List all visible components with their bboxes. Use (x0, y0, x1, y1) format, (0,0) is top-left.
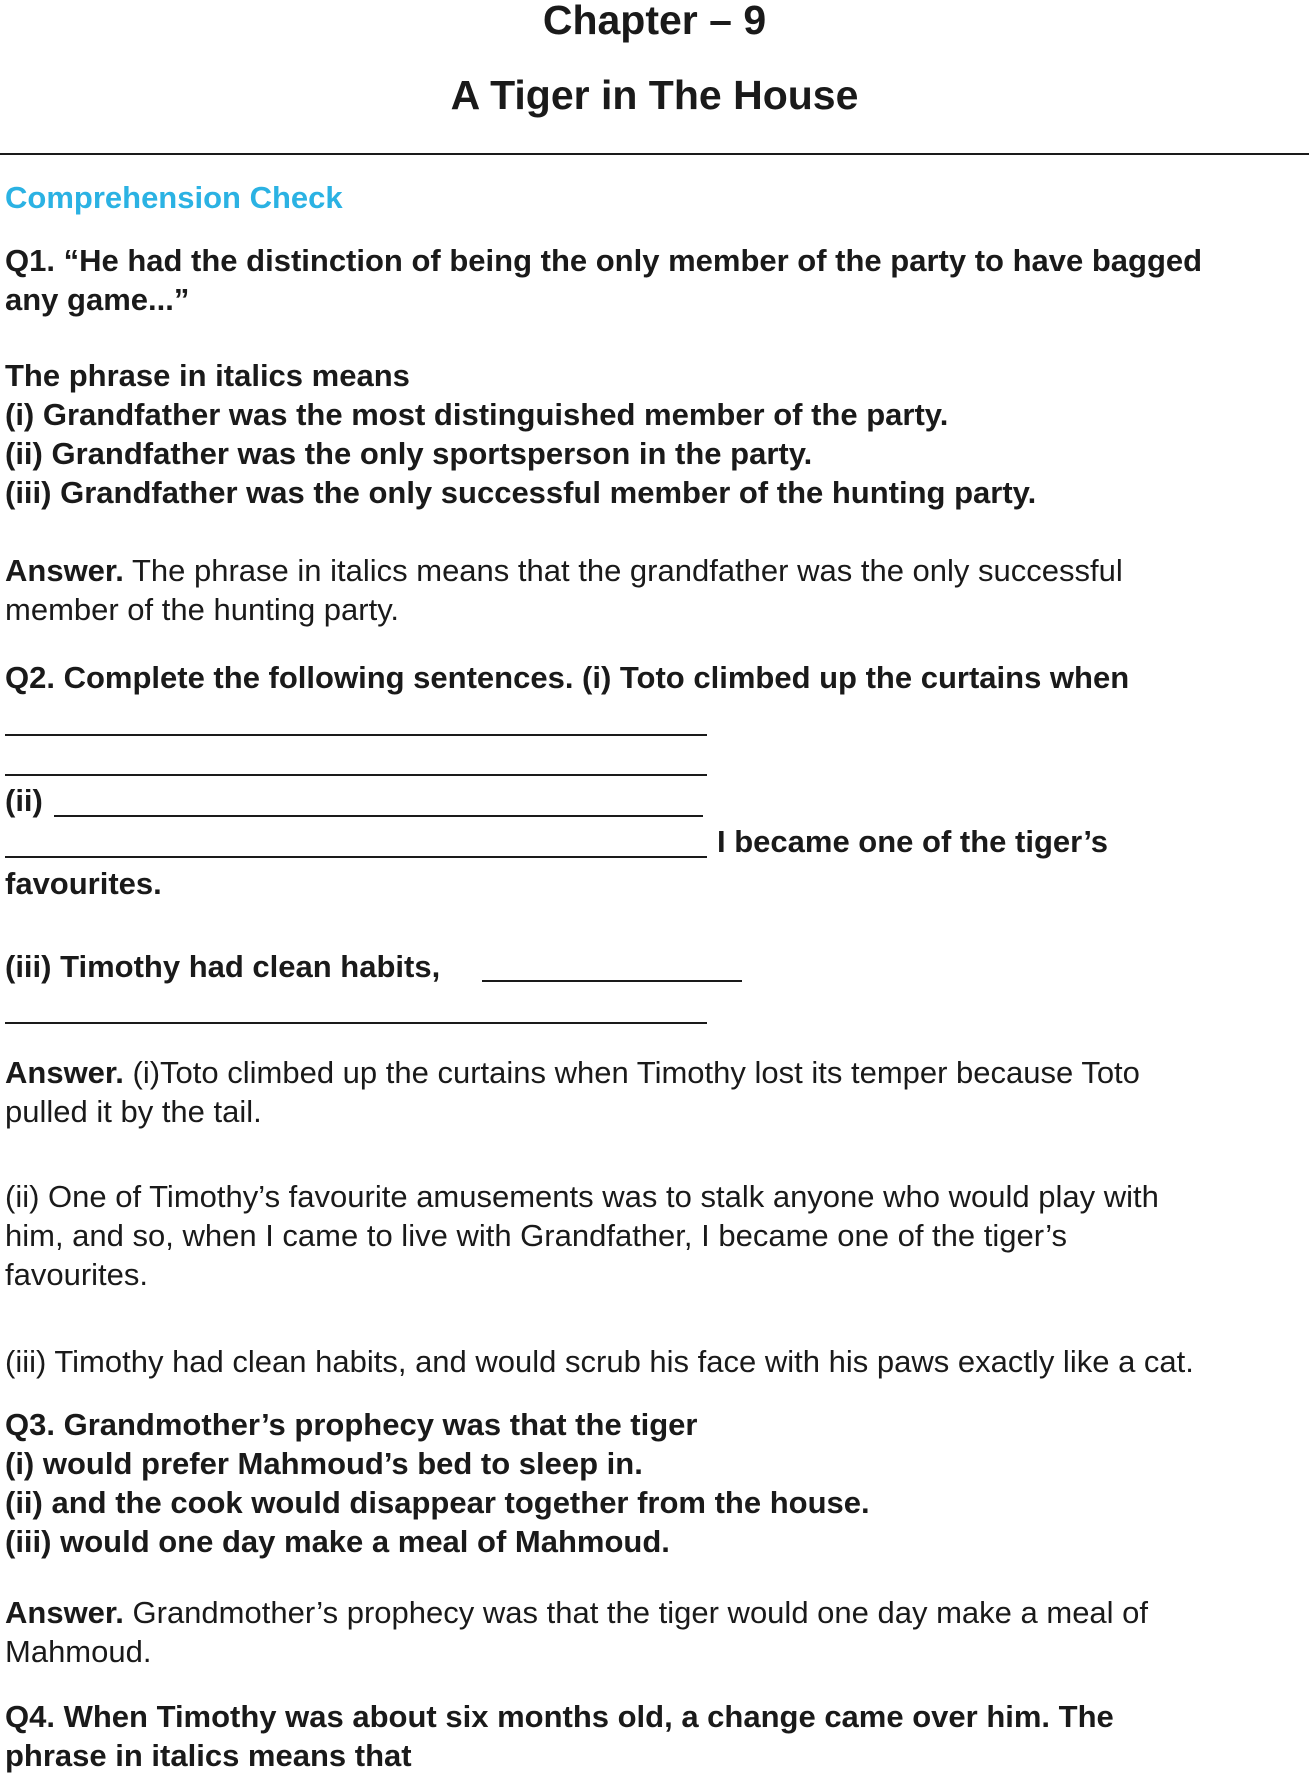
q3-option-1: (i) would prefer Mahmoud’s bed to sleep in. (5, 1446, 643, 1481)
q2-answer2-line3: favourites. (5, 1257, 149, 1292)
q1-option-3: (iii) Grandfather was the only successful member of the hunting party. (5, 475, 1037, 510)
q2-answer-label: Answer. (5, 1055, 124, 1090)
q1-answer-line2: member of the hunting party. (5, 592, 400, 627)
q2-answer-1 (5, 1053, 1295, 1131)
q1-answer (5, 551, 1295, 629)
q3-option-2: (ii) and the cook would disappear together from the house. (5, 1485, 870, 1520)
q4-question-line1: Q4. When Timothy was about six months old, a change came over him. The (5, 1699, 1114, 1734)
q1-option-2: (ii) Grandfather was the only sportsperson in the party. (5, 436, 813, 471)
q2-part3-label: (iii) Timothy had clean habits, (5, 949, 441, 984)
q4-question-line2: phrase in italics means that (5, 1738, 412, 1773)
q1-option-1: (i) Grandfather was the most distinguished member of the party. (5, 397, 949, 432)
q3-answer-line2: Mahmoud. (5, 1634, 152, 1669)
q2-blank-3b (5, 1022, 707, 1024)
q3-question (5, 1405, 1295, 1561)
q2-blank-1b (5, 774, 707, 776)
q2-blank-2a (54, 815, 703, 817)
section-heading: Comprehension Check (5, 180, 343, 215)
q2-answer1-line2: pulled it by the tail. (5, 1094, 262, 1129)
q2-answer2-line1: (ii) One of Timothy’s favourite amusements was to stalk anyone who would play with (5, 1179, 1159, 1214)
q2-part2-label: (ii) (5, 783, 43, 818)
q2-blank-1a (5, 734, 707, 736)
q2-answer-3: (iii) Timothy had clean habits, and would scrub his face with his paws exactly like a cat. (5, 1344, 1194, 1379)
q1-prompt: The phrase in italics means (5, 358, 410, 393)
q2-answer-2 (5, 1177, 1295, 1294)
q1-question-line1: Q1. “He had the distinction of being the only member of the party to have bagged (5, 243, 1203, 278)
q2-blank-2b (5, 856, 707, 858)
q2-part2-tail2: favourites. (5, 866, 162, 901)
q2-part2-tail: I became one of the tiger’s (717, 824, 1109, 859)
chapter-number: Chapter – 9 (542, 0, 767, 43)
q2-answer1-line1: (i)Toto climbed up the curtains when Timothy lost its temper because Toto (123, 1055, 1140, 1090)
q1-answer-line1: The phrase in italics means that the grandfather was the only successful (123, 553, 1123, 588)
q2-answer2-line2: him, and so, when I came to live with Grandfather, I became one of the tiger’s (5, 1218, 1068, 1253)
q4-question (5, 1697, 1295, 1775)
q3-question-text: Q3. Grandmother’s prophecy was that the tiger (5, 1407, 698, 1442)
chapter-title: A Tiger in The House (450, 72, 859, 118)
q3-answer (5, 1593, 1295, 1671)
q1-question (5, 241, 1295, 319)
q2-blank-3a (482, 980, 742, 982)
q3-option-3: (iii) would one day make a meal of Mahmoud. (5, 1524, 670, 1559)
q1-question-line2: any game...” (5, 282, 190, 317)
q3-answer-line1: Grandmother’s prophecy was that the tiger would one day make a meal of (123, 1595, 1149, 1630)
header-divider (0, 153, 1309, 155)
q1-options (5, 356, 1295, 512)
q1-answer-label: Answer. (5, 553, 124, 588)
q3-answer-label: Answer. (5, 1595, 124, 1630)
q2-question: Q2. Complete the following sentences. (i) Toto climbed up the curtains when (5, 660, 1130, 695)
